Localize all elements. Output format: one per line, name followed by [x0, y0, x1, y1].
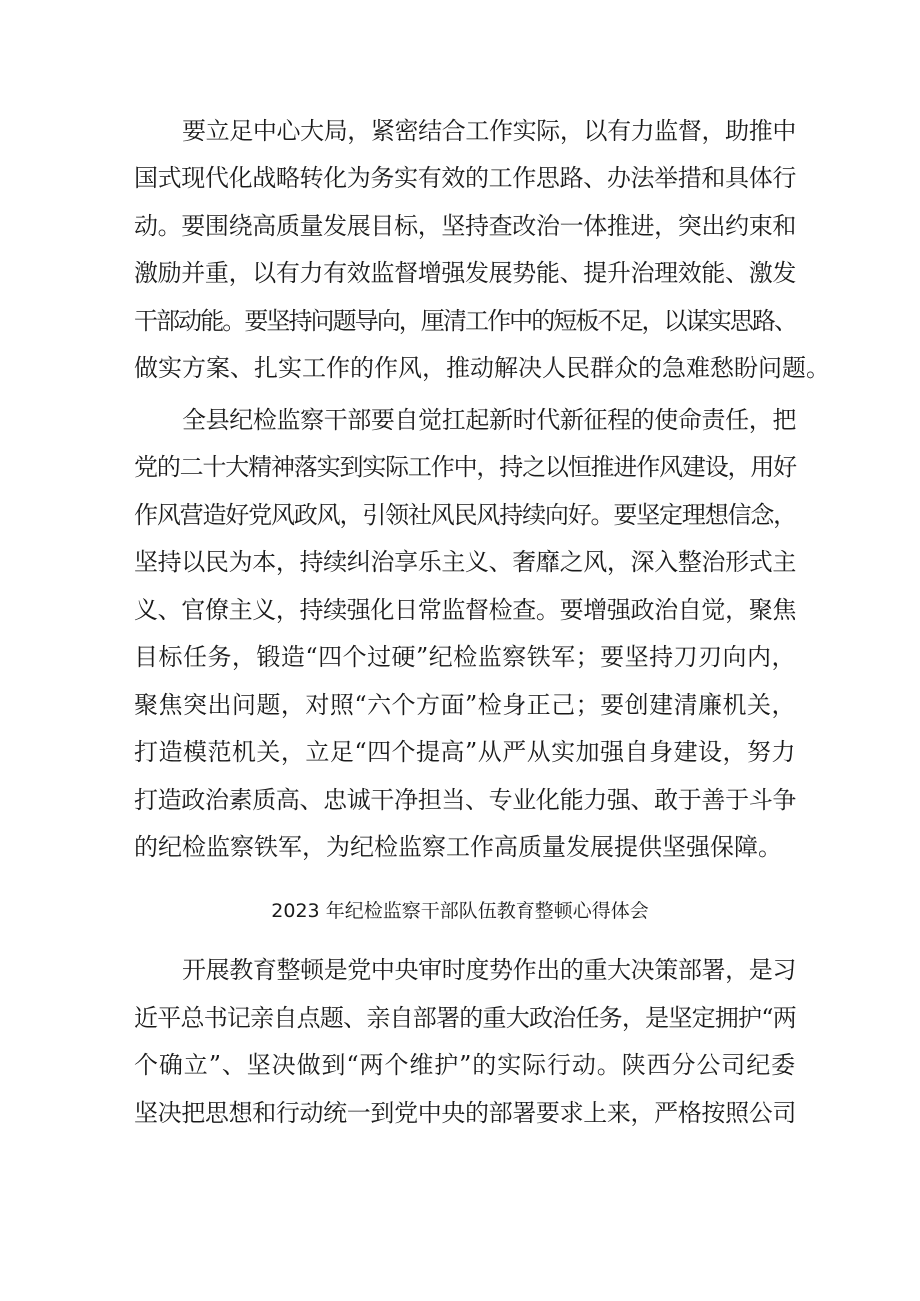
- paragraph-1-line: 做实方案、扎实工作的作风，推动解决人民群众的急难愁盼问题。: [134, 354, 830, 382]
- paragraph-2-line: 目标任务，锻造“四个过硬”纪检监察铁军；要坚持刀刃向内，: [134, 643, 796, 671]
- paragraph-3-line: 近平总书记亲自点题、亲自部署的重大政治任务，是坚定拥护“两: [134, 1004, 796, 1032]
- paragraph-2-line: 坚持以民为本，持续纠治享乐主义、奢靡之风，深入整治形式主: [134, 548, 797, 576]
- paragraph-1-line: 激励并重，以有力有效监督增强发展势能、提升治理效能、激发: [134, 259, 797, 287]
- paragraph-2-line: 全县纪检监察干部要自觉扛起新时代新征程的使命责任，把: [182, 406, 796, 434]
- paragraph-1-line: 动。要围绕高质量发展目标，坚持查改治一体推进，突出约束和: [134, 212, 797, 240]
- paragraph-2-line: 的纪检监察铁军，为纪检监察工作高质量发展提供坚强保障。: [134, 833, 782, 861]
- paragraph-2-line: 打造模范机关，立足“四个提高”从严从实加强自身建设，努力: [134, 738, 796, 766]
- paragraph-2-line: 聚焦突出问题，对照“六个方面”检身正己；要创建清廉机关，: [134, 691, 796, 719]
- paragraph-3-line: 坚决把思想和行动统一到党中央的部署要求上来，严格按照公司: [134, 1099, 797, 1127]
- paragraph-3-line: 个确立”、坚决做到“两个维护”的实际行动。陕西分公司纪委: [134, 1051, 797, 1079]
- paragraph-1-line: 干部动能。要坚持问题导向，厘清工作中的短板不足，以谋实思路、: [134, 307, 797, 335]
- paragraph-2-line: 党的二十大精神落实到实际工作中，持之以恒推进作风建设，用好: [134, 453, 797, 481]
- paragraph-1-line: 要立足中心大局，紧密结合工作实际，以有力监督，助推中: [182, 117, 796, 145]
- section-title: 2023 年纪检监察干部队伍教育整顿心得体会: [271, 900, 649, 922]
- paragraph-2-line: 作风营造好党风政风，引领社风民风持续向好。要坚定理想信念，: [134, 501, 797, 529]
- paragraph-2-line: 义、官僚主义，持续强化日常监督检查。要增强政治自觉，聚焦: [134, 596, 797, 624]
- paragraph-1-line: 国式现代化战略转化为务实有效的工作思路、办法举措和具体行: [134, 164, 797, 192]
- paragraph-2-line: 打造政治素质高、忠诚干净担当、专业化能力强、敢于善于斗争: [134, 786, 797, 814]
- paragraph-3-line: 开展教育整顿是党中央审时度势作出的重大决策部署，是习: [182, 956, 796, 984]
